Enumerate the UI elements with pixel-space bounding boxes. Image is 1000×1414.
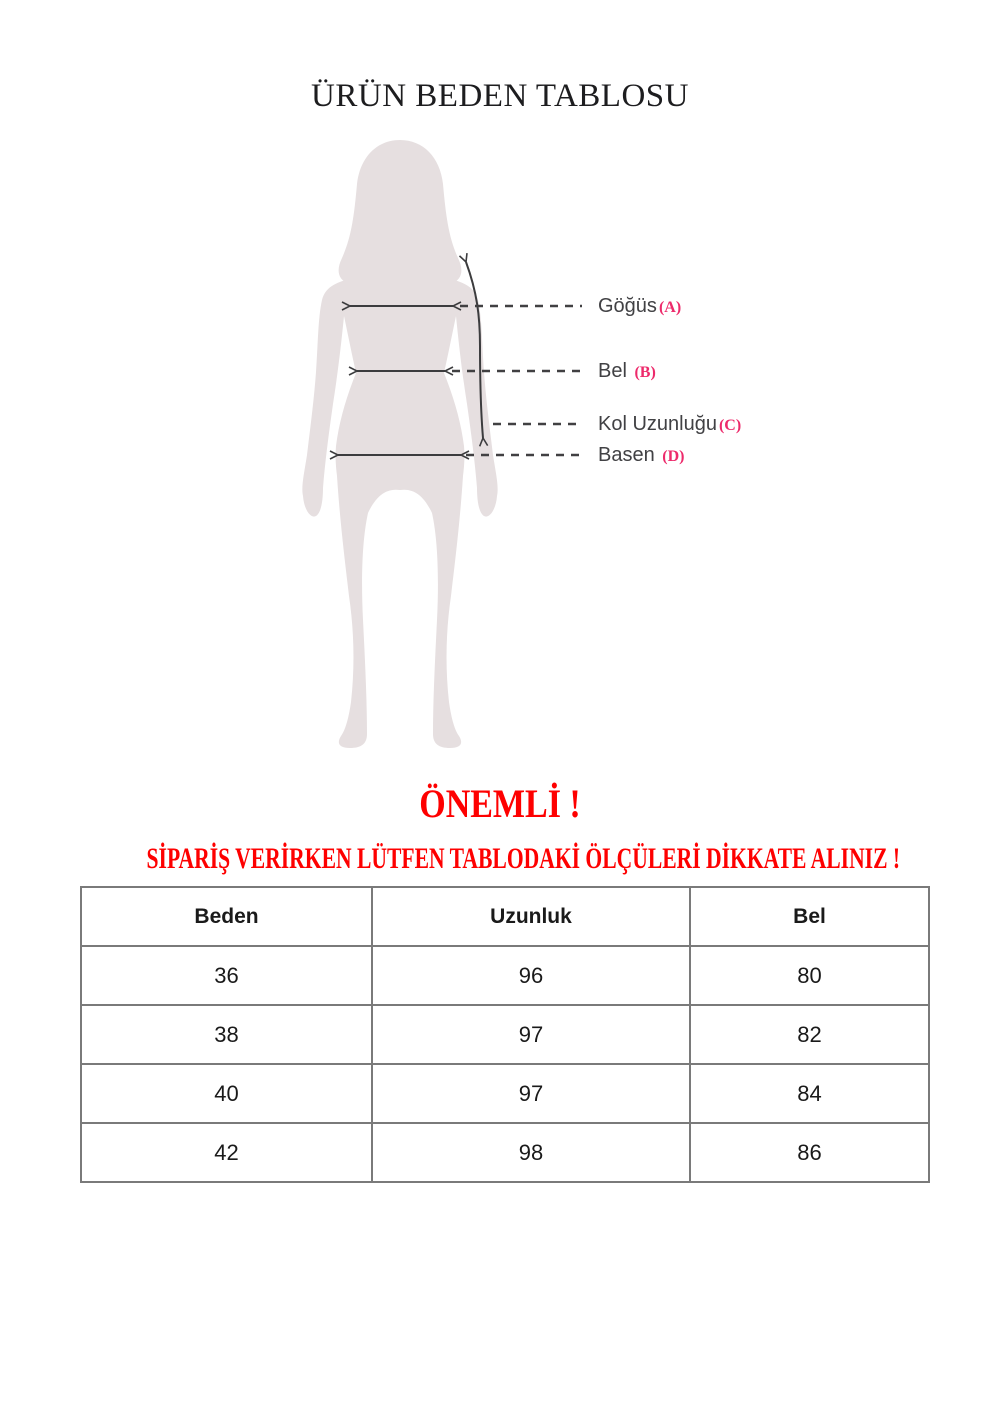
size-table-header-row bbox=[81, 887, 929, 946]
cell-size: 36 bbox=[81, 946, 372, 1005]
cell-waist: 82 bbox=[690, 1005, 929, 1064]
waist-label-code: (B) bbox=[634, 364, 656, 381]
cell-waist: 86 bbox=[690, 1123, 929, 1182]
cell-waist: 80 bbox=[690, 946, 929, 1005]
hip-label-code: (D) bbox=[662, 448, 685, 465]
important-heading-text: ÖNEMLİ ! bbox=[419, 781, 581, 826]
hip-label bbox=[598, 444, 685, 466]
chest-label-code: (A) bbox=[658, 299, 682, 316]
size-table bbox=[80, 886, 930, 1183]
chest-label-text: Göğüs bbox=[598, 295, 657, 317]
table-row bbox=[81, 946, 929, 1005]
cell-length: 97 bbox=[372, 1064, 690, 1123]
column-header-beden: Beden bbox=[81, 887, 372, 946]
table-row bbox=[81, 1064, 929, 1123]
hip-label-text: Basen bbox=[598, 444, 655, 466]
cell-size: 42 bbox=[81, 1123, 372, 1182]
figure-silhouette bbox=[302, 140, 497, 748]
cell-size: 40 bbox=[81, 1064, 372, 1123]
important-subheading bbox=[0, 842, 1000, 876]
cell-waist: 84 bbox=[690, 1064, 929, 1123]
cell-length: 96 bbox=[372, 946, 690, 1005]
chest-label bbox=[598, 295, 681, 317]
important-heading bbox=[0, 780, 1000, 828]
table-row bbox=[81, 1123, 929, 1182]
waist-label bbox=[598, 360, 656, 382]
cell-length: 98 bbox=[372, 1123, 690, 1182]
cell-size: 38 bbox=[81, 1005, 372, 1064]
arm-length-label-text: Kol Uzunluğu bbox=[598, 413, 717, 435]
silhouette-hair-head bbox=[339, 140, 462, 290]
waist-label-text: Bel bbox=[598, 360, 627, 382]
column-header-bel: Bel bbox=[690, 887, 929, 946]
important-subheading-text: SİPARİŞ VERİRKEN LÜTFEN TABLODAKİ ÖLÇÜLERİ DİKKATE ALINIZ ! bbox=[146, 842, 901, 875]
page-title: ÜRÜN BEDEN TABLOSU bbox=[311, 78, 689, 114]
column-header-uzunluk: Uzunluk bbox=[372, 887, 690, 946]
arm-length-label-code: (C) bbox=[718, 417, 742, 434]
body-measurement-diagram bbox=[280, 130, 600, 760]
arm-length-label bbox=[598, 413, 741, 435]
silhouette-body bbox=[302, 272, 497, 748]
cell-length: 97 bbox=[372, 1005, 690, 1064]
table-row bbox=[81, 1005, 929, 1064]
